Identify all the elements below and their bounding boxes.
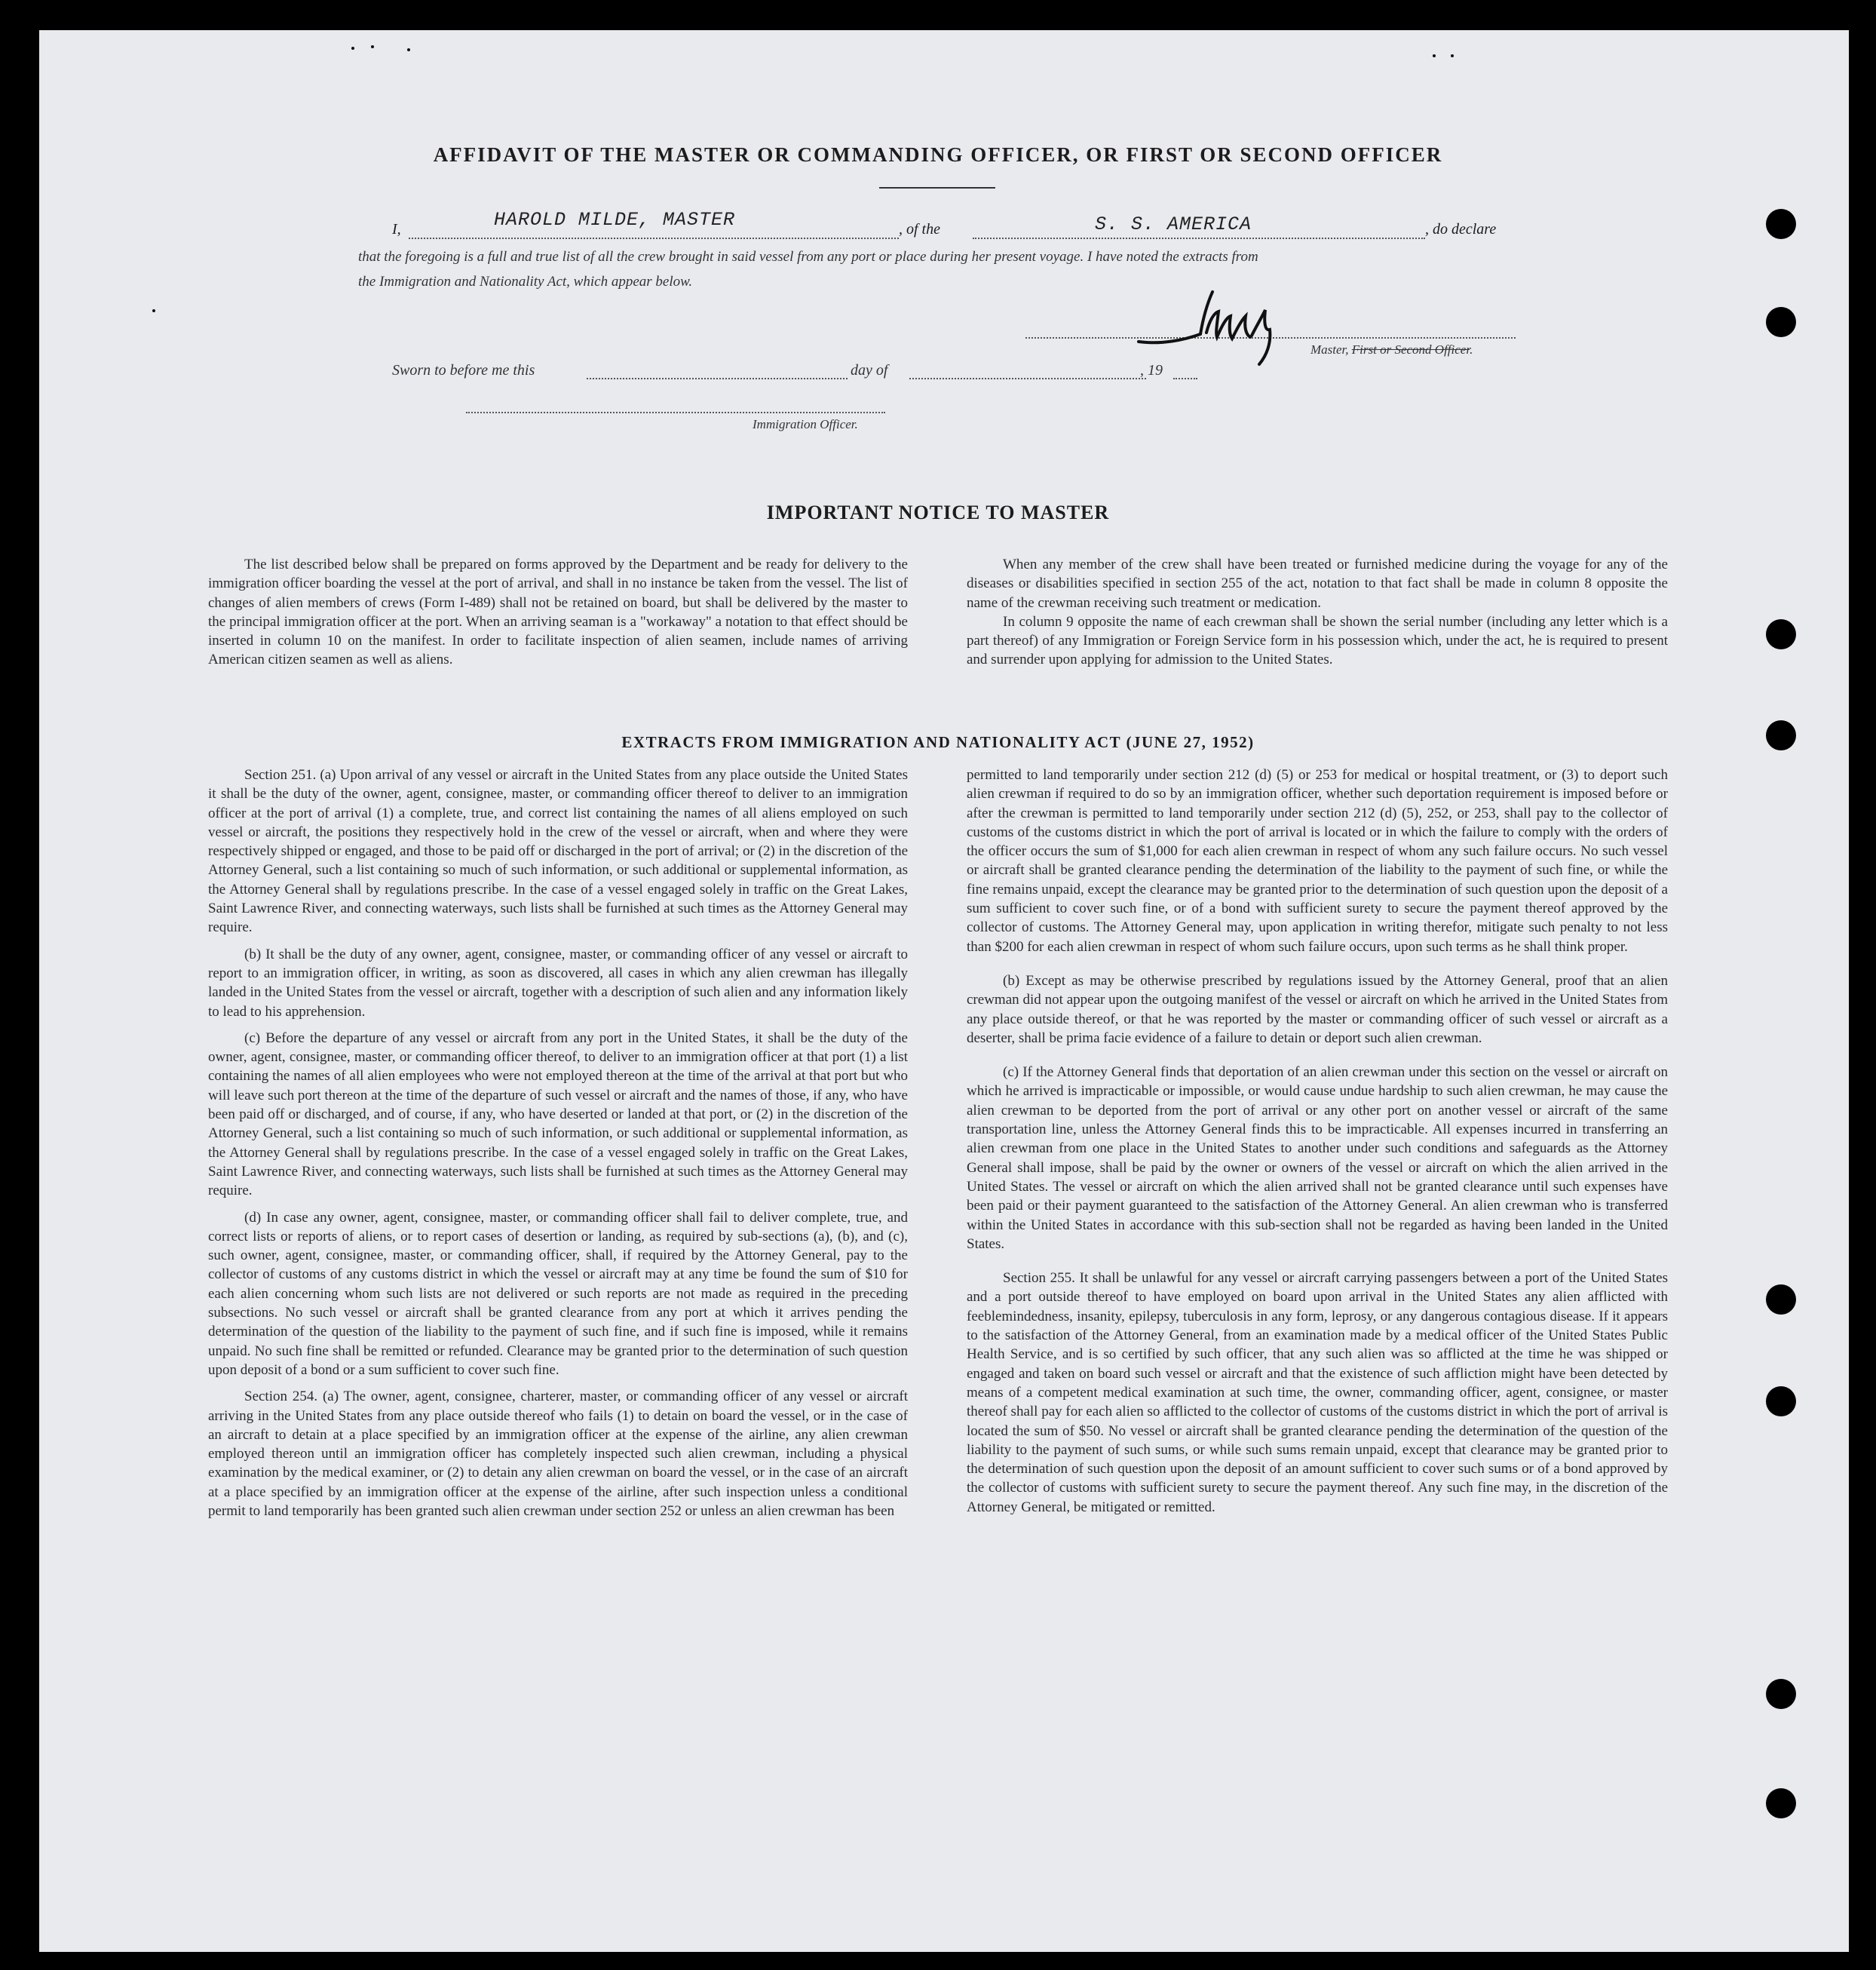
statute-paragraph: (d) In case any owner, agent, consignee, master, or commanding officer shall fail to deliver complete, true, and correct lists or reports of aliens, or to report cases of desertion or landing, as required by sub-sections (a), (b), and (c), such owner, agent, consignee, master, or commanding officer, shall, if required by the Attorney General, pay to the collector of customs of any customs district in which the vessel or aircraft may at any time be found the sum of $10 for each alien concerning whom such lists are not delivered or such reports are not made as required in the preceding subsections. No such vessel or aircraft shall be granted clearance from any port at which it arrives pending the determination of the question of the liability to the payment of such fine, and if such fine is imposed, while it remains unpaid. No such fine shall be remitted or refunded. Clearance may be granted prior to the determination of such question upon deposit of a bond or a sum sufficient to cover such fine. — [208, 1209, 908, 1378]
officer-title-caption — [1310, 342, 1473, 357]
scan-speck — [152, 309, 155, 312]
caption-struck: First or Second Officer — [1351, 342, 1470, 357]
sworn-year-blank — [1173, 378, 1197, 379]
scan-speck — [407, 48, 410, 51]
punch-hole — [1766, 209, 1796, 239]
caption-end: . — [1470, 342, 1473, 357]
officer-signature-line — [466, 412, 885, 413]
name-blank — [409, 238, 899, 239]
master-signature — [1131, 283, 1297, 370]
scan-speck — [371, 45, 374, 48]
vessel-name: S. S. AMERICA — [1095, 213, 1252, 235]
prefix-i: I, — [392, 221, 401, 238]
punch-hole — [1766, 1386, 1796, 1416]
declaration-fill-line — [354, 209, 1523, 245]
notice-paragraph: When any member of the crew shall have been treated or furnished medicine during the voyage for any of the diseases or disabilities specified in section 255 of the act, notation to that fact shall be made in column 8 opposite the name of the crewman receiving such treatment or medication. — [967, 557, 1668, 611]
punch-hole — [1766, 307, 1796, 337]
title-rule — [879, 187, 995, 189]
notice-paragraph: The list described below shall be prepared on forms approved by the Department and be ready for delivery to the immigration officer boarding the vessel at the port of arrival, and shall in no instance be taken from the vessel. The list of changes of alien members of crews (Form I-489) shall not be retained on board, but shall be delivered by the master to the principal immigration officer at the port. When an arriving seaman is a "workaway" a notation to that effect should be inserted in column 10 on the manifest. In order to facilitate inspection of alien seamen, include names of arriving American citizen seamen as well as aliens. — [208, 557, 908, 668]
statute-paragraph: (b) Except as may be otherwise prescribed by regulations issued by the Attorney General, proof that an alien crewman did not appear upon the outgoing manifest of the vessel or aircraft on which he arrived in the United States from any place outside thereof, or that he was reported by the master or commanding officer of such vessel or aircraft as a deserter, shall be prima facie evidence of a failure to detain or deport such alien crewman. — [967, 972, 1668, 1046]
notice-title: IMPORTANT NOTICE TO MASTER — [766, 502, 1110, 523]
sworn-day-label: day of — [851, 362, 888, 379]
notice-paragraph: In column 9 opposite the name of each crewman shall be shown the serial number (including any letter which is a part thereof) of any Immigration or Foreign Service form in his possession which, under the act, he is required to present and surrender upon applying for admission to the United States. — [967, 613, 1668, 668]
punch-hole — [1766, 619, 1796, 649]
statute-paragraph: (c) If the Attorney General finds that deportation of an alien crewman under this section on the vessel or aircraft on which he arrived is impracticable or impossible, or would cause undue hardship to such alien crewman, he may cause the alien crewman to be deported from the port of arrival or any other port on another vessel or aircraft of the same transportation line, unless the Attorney General finds this to be impracticable. All expenses incurred in transferring an alien crewman from one place in the United States to another under such conditions and safeguards as the Attorney General shall impose, shall be paid by the owner or owners of the vessel or aircraft on which the alien arrived in the United States. The vessel or aircraft on which the alien arrived shall not be granted clearance until such expenses have been paid or their payment guaranteed to the satisfaction of the Attorney General. An alien crewman who is transferred within the United States in accordance with this sub-section shall not be regarded as having been landed in the United States. — [967, 1064, 1668, 1252]
statute-paragraph: Section 251. (a) Upon arrival of any vessel or aircraft in the United States from any place outside the United States it shall be the duty of the owner, agent, consignee, master, or commanding officer thereof to deliver to an immigration officer at the port of arrival (1) a complete, true, and correct list containing the names of all aliens employed on such vessel or aircraft, the positions they respectively hold in the crew of the vessel or aircraft, when and where they were respectively shipped or engaged, and those to be paid off or discharged in the port of arrival; or (2) in the discretion of the Attorney General, such a list containing so much of such information, or such additional or supplemental information, as the Attorney General shall by regulations prescribe. In the case of a vessel engaged solely in traffic on the Great Lakes, Saint Lawrence River, and connecting waterways, such lists shall be furnished at such times as the Attorney General may require. — [208, 767, 908, 936]
extracts-right-column — [967, 766, 1668, 1524]
statute-paragraph: (b) It shall be the duty of any owner, agent, consignee, master, or commanding officer of any vessel or aircraft to report to an immigration officer, in writing, as soon as discovered, all cases in which any alien crewman has illegally landed in the United States from the vessel or aircraft, together with a description of such alien and any information likely to lead to his apprehension. — [208, 946, 908, 1020]
statute-paragraph: Section 254. (a) The owner, agent, consignee, charterer, master, or commanding officer of any vessel or aircraft arriving in the United States from any place outside thereof who fails (1) to detain on board the vessel, or in the case of an aircraft to detain at a place specified by an immigration officer at the expense of the airline, any alien crewman employed thereon until an immigration officer has completely inspected such alien crewman, including a physical examination by the medical examiner, or (2) to detain any alien crewman on board the vessel, or in the case of an aircraft at a place specified by an immigration officer at the expense of the airline, after such inspection unless a conditional permit to land temporarily has been granted such alien crewman under section 252 or unless an alien crewman has been — [208, 1389, 908, 1519]
extracts-title: EXTRACTS FROM IMMIGRATION AND NATIONALITY ACT (JUNE 27, 1952) — [621, 733, 1255, 751]
scan-speck — [1451, 54, 1454, 57]
punch-hole — [1766, 1284, 1796, 1315]
do-declare-label: , do declare — [1425, 221, 1497, 238]
extracts-left-column — [208, 766, 908, 1528]
sworn-year-label: , 19 — [1140, 362, 1163, 379]
of-the-label: , of the — [899, 221, 940, 238]
declaration-line-1: that the foregoing is a full and true list of all the crew brought in said vessel from any port or place during her present voyage. I have noted the extracts from — [358, 249, 1258, 265]
scan-speck — [351, 47, 354, 50]
notice-right-column — [967, 555, 1668, 677]
master-name: HAROLD MILDE, MASTER — [494, 209, 736, 231]
statute-paragraph: Section 255. It shall be unlawful for any vessel or aircraft carrying passengers between a port of the United States and a port outside thereof to have employed on board upon arrival in the United States any alien afflicted with feeblemindedness, insanity, epilepsy, tuberculosis in any form, leprosy, or any dangerous contagious disease. If it appears to the satisfaction of the Attorney General, from an examination made by a medical officer of the United States Public Health Service, and is so certified by such officer, that any such alien was so afflicted at the time he was shipped or engaged and taken on board such vessel or aircraft and that the existence of such affliction might have been detected by means of a competent medical examination at such time, the owner, commanding officer, agent, consignee, or master thereof shall pay for each alien so afflicted to the collector of customs of the customs district in which the port of arrival is located the sum of $50. No vessel or aircraft shall be granted clearance pending the determination of the question of the liability to the payment of such sums, or while such sums remain unpaid, except that clearance may be granted prior to the determination of such question upon the deposit of an amount sufficient to cover such sums or of a bond approved by the collector of customs with sufficient surety to secure the payment thereof. Any such fine may, in the discretion of the Attorney General, be mitigated or remitted. — [967, 1270, 1668, 1515]
affidavit-title: AFFIDAVIT OF THE MASTER OR COMMANDING OFFICER, OR FIRST OR SECOND OFFICER — [433, 143, 1443, 166]
statute-paragraph: permitted to land temporarily under section 212 (d) (5) or 253 for medical or hospital treatment, or (3) to deport such alien crewman if required to do so by an immigration officer, whether such deportation requirement is imposed before or after the crewman is permitted to land temporarily under section 212 (d) (5), 252, or 253, shall pay to the collector of customs of the customs district in which the port of arrival is located or in which the failure to comply with the orders of the officer occurs the sum of $1,000 for each alien crewman in respect of whom any such failure occurs. No such vessel or aircraft shall be granted clearance pending the determination of the liability to the payment of such fine, or while the fine remains unpaid, except the clearance may be granted prior to the determination of such question upon the deposit of a sum sufficient to cover such fine, or of a bond with sufficient surety to secure the payment thereof approved by the collector of customs. The Attorney General may, upon application in writing therefor, mitigate such penalty to not less than $200 for each alien crewman in respect of whom such failure occurs, upon such terms as he shall think proper. — [967, 767, 1668, 955]
scan-speck — [1433, 54, 1436, 57]
punch-hole — [1766, 1788, 1796, 1818]
sworn-line — [0, 359, 1867, 389]
vessel-blank — [973, 238, 1425, 239]
statute-paragraph: (c) Before the departure of any vessel or aircraft from any port in the United States, it shall be the duty of the owner, agent, consignee, master, or commanding officer thereof, to deliver to an immigration officer at that port (1) a list containing the names of all alien employees who were not employed thereon at the time of the arrival at that port but who will leave such port thereon at the time of the departure of such vessel or aircraft and the names of those, if any, who have been paid off or discharged, and of course, if any, who have deserted or landed at that port, or (2) in the discretion of the Attorney General, such a list containing so much of such information, or such additional or supplemental information, as the Attorney General shall by regulations prescribe. In the case of a vessel engaged solely in traffic on the Great Lakes, Saint Lawrence River, and connecting waterways, such lists shall be furnished at such times as the Attorney General may require. — [208, 1029, 908, 1199]
caption-master: Master, — [1310, 342, 1349, 357]
officer-caption: Immigration Officer. — [753, 417, 858, 431]
sworn-month-blank — [909, 378, 1146, 379]
sworn-day-blank — [587, 378, 848, 379]
declaration-line-2: the Immigration and Nationality Act, which appear below. — [358, 274, 693, 290]
sworn-prefix: Sworn to before me this — [392, 362, 535, 379]
punch-hole — [1766, 1679, 1796, 1709]
notice-left-column — [208, 555, 908, 677]
